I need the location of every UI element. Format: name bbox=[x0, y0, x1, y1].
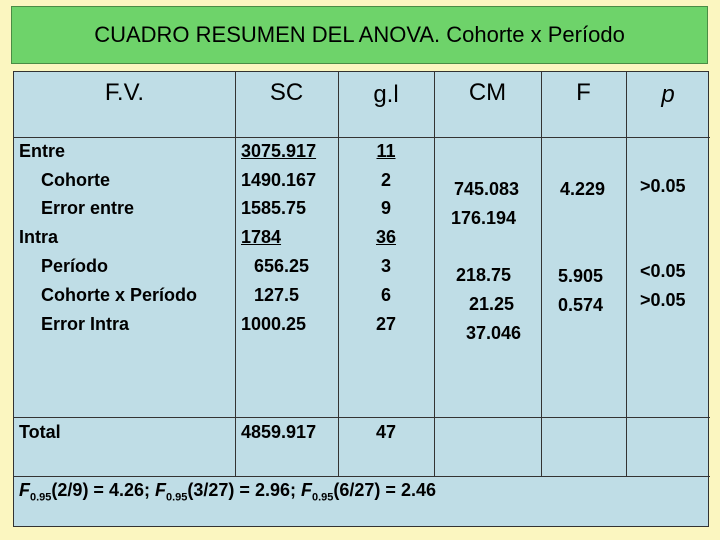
header-p: p bbox=[661, 81, 675, 108]
sc-error-intra: 1000.25 bbox=[241, 314, 307, 334]
sc-intra: 1784 bbox=[241, 227, 282, 247]
row-label-cohorte-x-periodo: Cohorte x Período bbox=[41, 285, 198, 305]
row-label-entre: Entre bbox=[19, 141, 66, 161]
sc-cohorte: 1490.167 bbox=[241, 170, 317, 190]
gl-total: 47 bbox=[375, 422, 397, 442]
cm-error-entre: 176.194 bbox=[451, 208, 517, 228]
row-label-cohorte: Cohorte bbox=[41, 170, 110, 190]
row-label-periodo: Período bbox=[41, 256, 109, 276]
cm-periodo: 218.75 bbox=[456, 265, 512, 285]
p-cohorte-x-periodo: >0.05 bbox=[640, 290, 686, 310]
p-cohorte: >0.05 bbox=[640, 176, 686, 196]
gl-cohorte-x-periodo: 6 bbox=[380, 285, 391, 305]
grid-line bbox=[434, 72, 435, 476]
header-fv: F.V. bbox=[104, 79, 145, 106]
header-gl: g.l bbox=[373, 81, 399, 108]
row-label-intra: Intra bbox=[19, 227, 59, 247]
title-text: CUADRO RESUMEN DEL ANOVA. Cohorte x Período bbox=[94, 22, 625, 47]
gl-error-entre: 9 bbox=[380, 198, 391, 218]
sc-periodo: 656.25 bbox=[254, 256, 310, 276]
p-periodo: <0.05 bbox=[640, 261, 686, 281]
row-label-error-intra: Error Intra bbox=[41, 314, 130, 334]
cm-cohorte: 745.083 bbox=[454, 179, 520, 199]
f-cohorte-x-periodo: 0.574 bbox=[558, 295, 604, 315]
gl-entre: 11 bbox=[376, 141, 396, 161]
gl-intra: 36 bbox=[375, 227, 397, 247]
header-cm: CM bbox=[468, 79, 507, 106]
header-sc: SC bbox=[269, 79, 304, 106]
row-label-error-entre: Error entre bbox=[41, 198, 135, 218]
gl-periodo: 3 bbox=[380, 256, 391, 276]
sc-error-entre: 1585.75 bbox=[241, 198, 307, 218]
header-f: F bbox=[576, 79, 591, 106]
cm-error-intra: 37.046 bbox=[466, 323, 522, 343]
critical-values-note: $F_{0.95}(2/9) = 4.26$; $F_{0.95}(3/27) = 2.96$; $F_{0.95}(6/27) = 2.46$ bbox=[19, 480, 436, 504]
anova-table bbox=[13, 71, 709, 527]
cm-cohorte-x-periodo: 21.25 bbox=[469, 294, 515, 314]
gl-error-intra: 27 bbox=[375, 314, 397, 334]
gl-cohorte: 2 bbox=[380, 170, 391, 190]
grid-line bbox=[626, 72, 627, 476]
footer-divider bbox=[14, 476, 710, 477]
sc-entre: 3075.917 bbox=[241, 141, 317, 161]
grid-line bbox=[541, 72, 542, 476]
f-periodo: 5.905 bbox=[558, 266, 604, 286]
grid-line bbox=[235, 72, 236, 476]
row-label-total: Total bbox=[19, 422, 61, 442]
slide-title bbox=[11, 6, 708, 64]
sc-cohorte-x-periodo: 127.5 bbox=[254, 285, 300, 305]
sc-total: 4859.917 bbox=[241, 422, 317, 442]
f-cohorte: 4.229 bbox=[560, 179, 606, 199]
